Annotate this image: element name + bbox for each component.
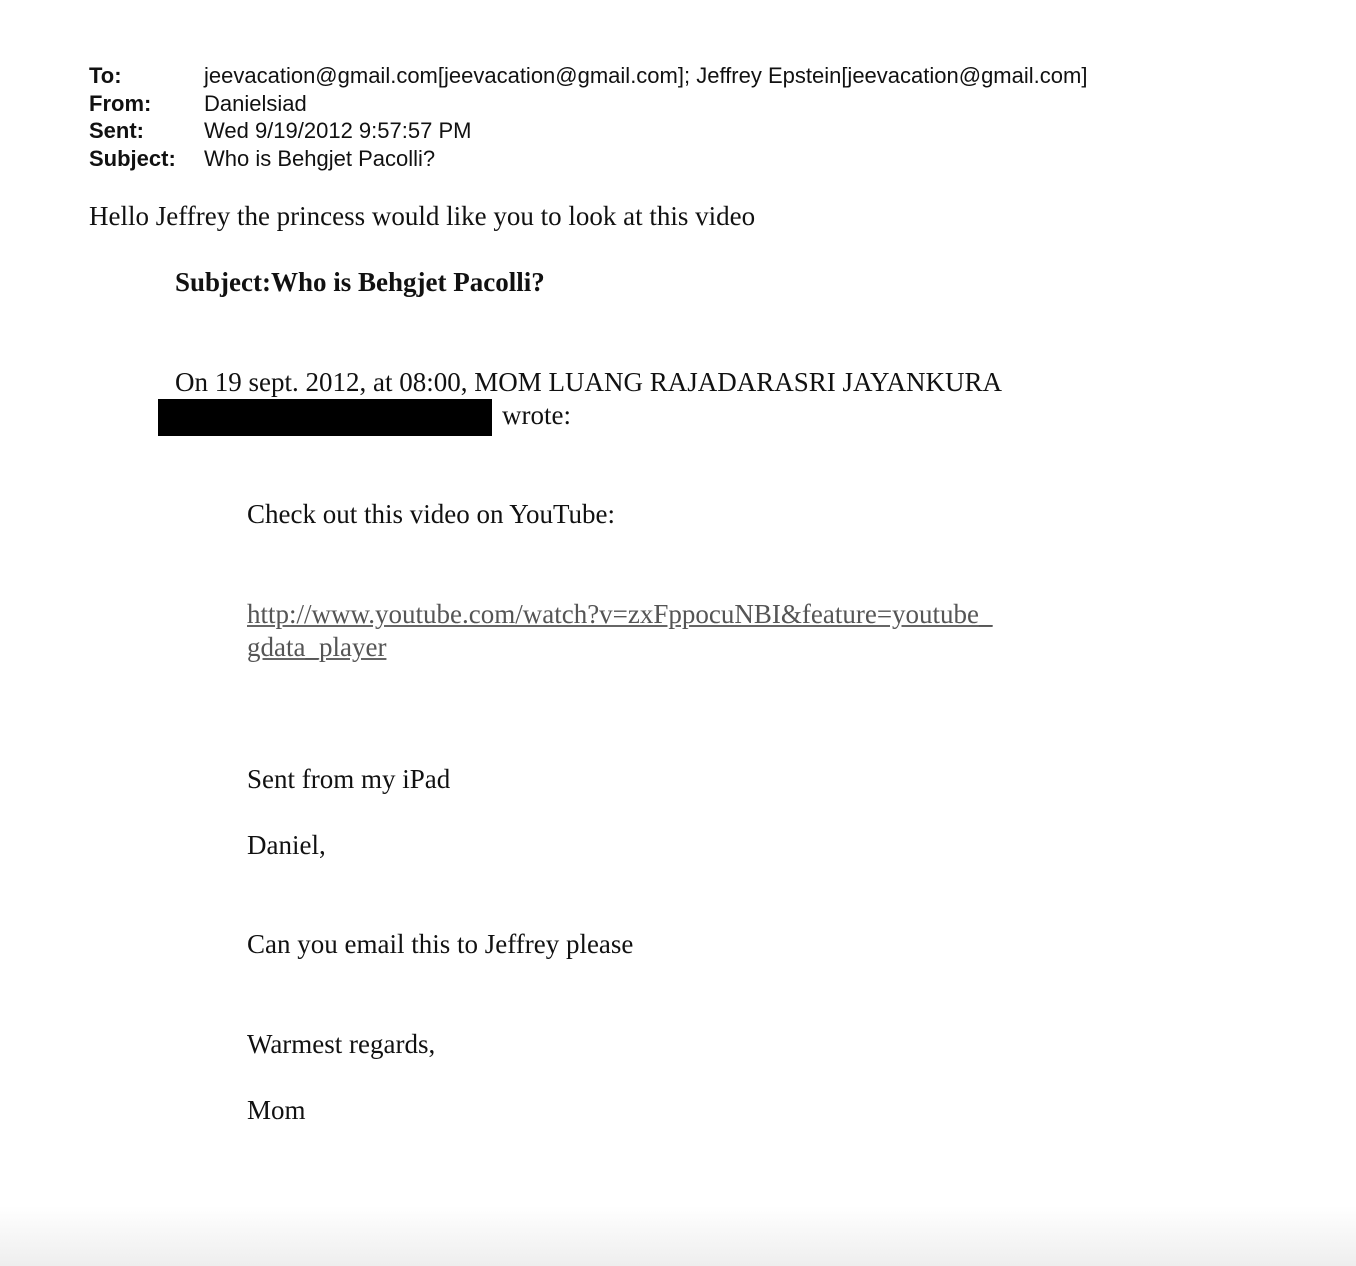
closing-text: Warmest regards, (247, 1029, 436, 1059)
check-out-text: Check out this video on YouTube: (247, 499, 616, 529)
page-bottom-shadow (0, 1206, 1356, 1266)
from-row (89, 90, 1087, 118)
quote-intro: On 19 sept. 2012, at 08:00, MOM LUANG RAJADARASRI JAYANKURA (175, 367, 1003, 397)
greeting-text: Hello Jeffrey the princess would like you to look at this video (89, 201, 756, 231)
youtube-link-line1[interactable]: http://www.youtube.com/watch?v=zxFppocuNBI&feature=youtube_ (247, 599, 993, 629)
from-value: Danielsiad (204, 90, 307, 116)
to-label: To: (89, 63, 122, 88)
sent-label: Sent: (89, 118, 144, 143)
from-label: From: (89, 90, 152, 116)
sent-from-ipad: Sent from my iPad (247, 764, 451, 794)
request-text: Can you email this to Jeffrey please (247, 929, 634, 959)
sent-value: Wed 9/19/2012 9:57:57 PM (204, 118, 472, 143)
quoted-subject: Subject:Who is Behgjet Pacolli? (175, 267, 545, 297)
subject-label: Subject: (89, 145, 176, 171)
redaction-bar (158, 399, 492, 436)
to-row (89, 62, 1087, 90)
subject-row (89, 145, 1087, 173)
email-header (89, 62, 1087, 172)
to-value: jeevacation@gmail.com[jeevacation@gmail.com]; Jeffrey Epstein[jeevacation@gmail.com] (204, 63, 1088, 88)
quote-wrote: wrote: (502, 400, 571, 430)
sent-row (89, 117, 1087, 145)
youtube-link-line2[interactable]: gdata_player (247, 632, 387, 662)
subject-value: Who is Behgjet Pacolli? (204, 145, 436, 171)
signature-text: Mom (247, 1095, 306, 1125)
salutation: Daniel, (247, 830, 326, 860)
